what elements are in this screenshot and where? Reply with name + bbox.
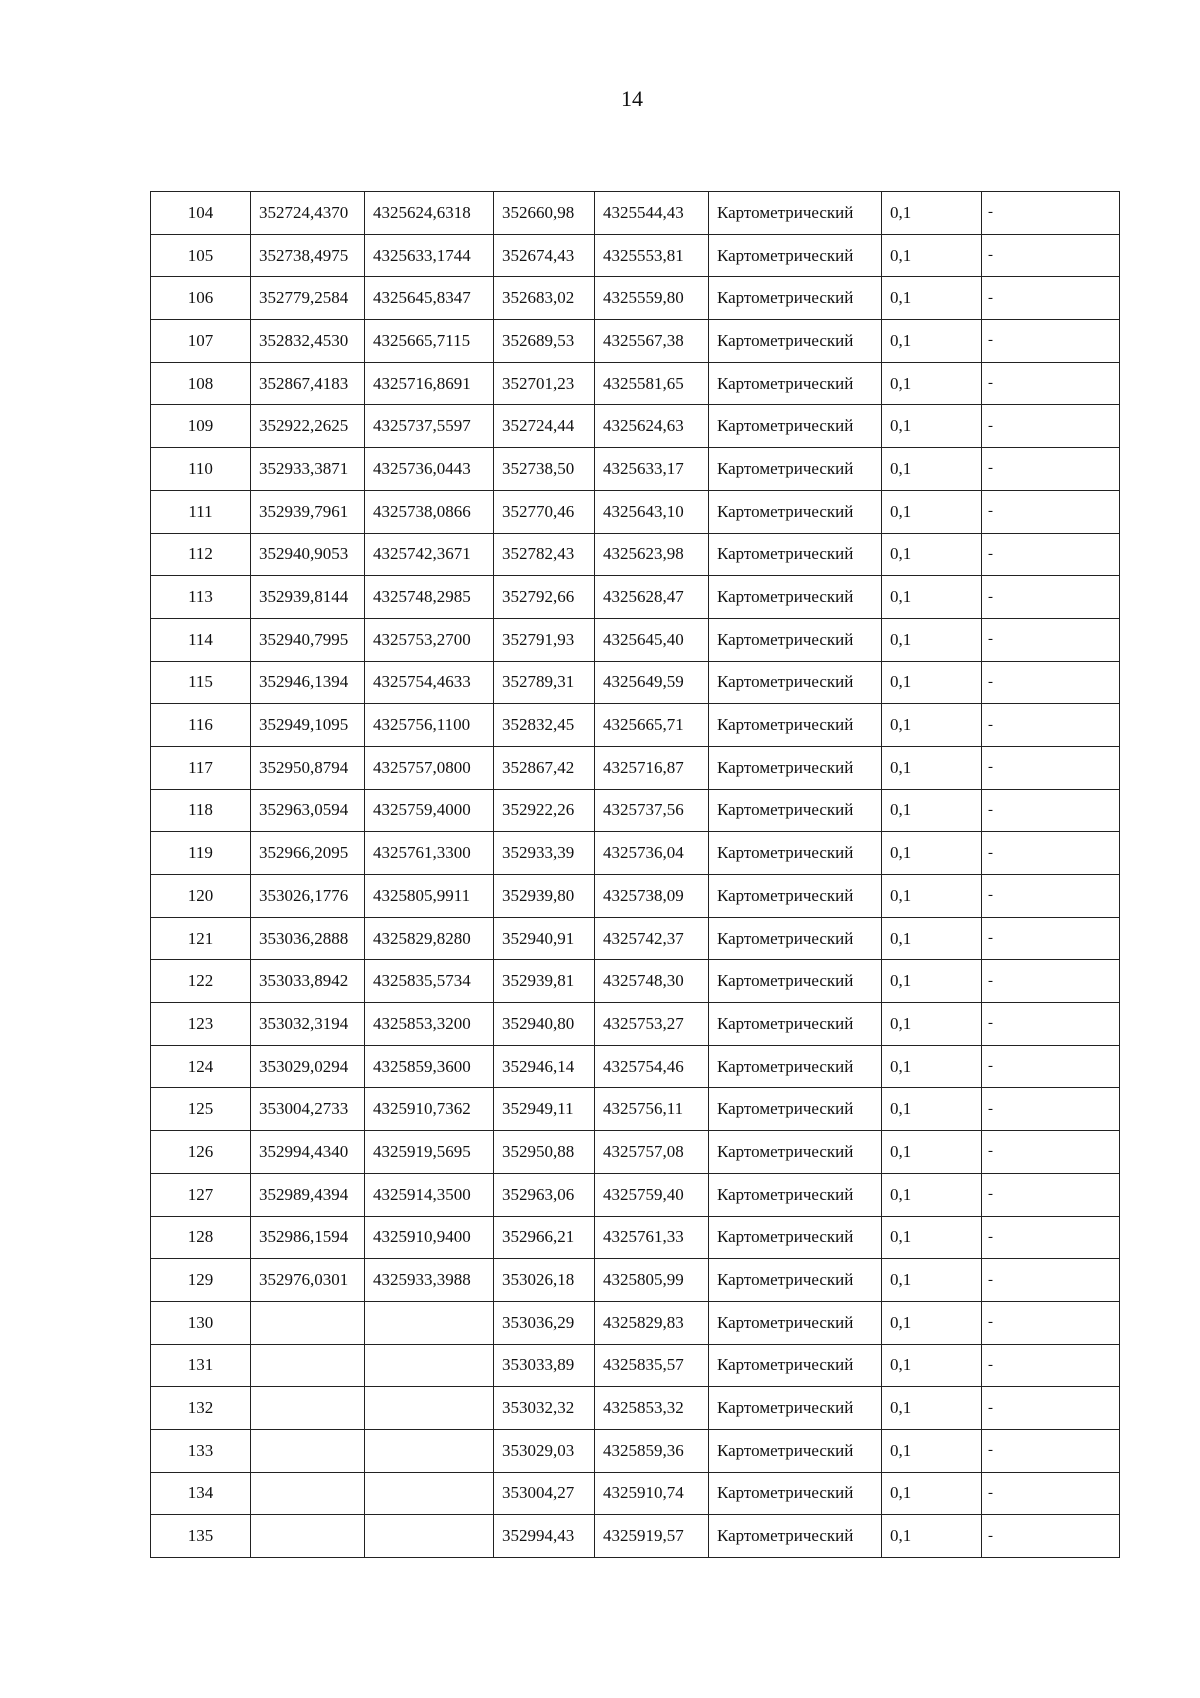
method-cell: Картометрический — [709, 192, 882, 235]
new-y-cell: 4325859,36 — [595, 1429, 709, 1472]
accuracy-cell: 0,1 — [882, 789, 982, 832]
description-cell: - — [982, 405, 1120, 448]
table-row — [151, 1003, 1120, 1046]
point-number-cell: 119 — [151, 832, 251, 875]
point-number-cell: 122 — [151, 960, 251, 1003]
new-x-cell: 352949,11 — [494, 1088, 595, 1131]
description-cell: - — [982, 533, 1120, 576]
new-y-cell: 4325559,80 — [595, 277, 709, 320]
new-y-cell: 4325567,38 — [595, 320, 709, 363]
old-x-cell: 352933,3871 — [251, 448, 365, 491]
old-y-cell: 4325761,3300 — [365, 832, 494, 875]
accuracy-cell: 0,1 — [882, 1173, 982, 1216]
point-number-cell: 130 — [151, 1301, 251, 1344]
accuracy-cell: 0,1 — [882, 832, 982, 875]
old-y-cell — [365, 1515, 494, 1558]
table-row — [151, 1301, 1120, 1344]
description-cell: - — [982, 661, 1120, 704]
table-row — [151, 1045, 1120, 1088]
accuracy-cell: 0,1 — [882, 1515, 982, 1558]
old-x-cell — [251, 1387, 365, 1430]
new-y-cell: 4325716,87 — [595, 746, 709, 789]
description-cell: - — [982, 576, 1120, 619]
table-row — [151, 1515, 1120, 1558]
old-x-cell: 352950,8794 — [251, 746, 365, 789]
method-cell: Картометрический — [709, 1045, 882, 1088]
description-cell: - — [982, 704, 1120, 747]
point-number-cell: 110 — [151, 448, 251, 491]
new-x-cell: 353032,32 — [494, 1387, 595, 1430]
description-cell: - — [982, 618, 1120, 661]
old-x-cell: 352779,2584 — [251, 277, 365, 320]
old-x-cell: 352922,2625 — [251, 405, 365, 448]
description-cell: - — [982, 1301, 1120, 1344]
point-number-cell: 106 — [151, 277, 251, 320]
old-y-cell: 4325753,2700 — [365, 618, 494, 661]
new-y-cell: 4325553,81 — [595, 234, 709, 277]
method-cell: Картометрический — [709, 1131, 882, 1174]
description-cell: - — [982, 1131, 1120, 1174]
old-x-cell — [251, 1472, 365, 1515]
accuracy-cell: 0,1 — [882, 1131, 982, 1174]
new-y-cell: 4325748,30 — [595, 960, 709, 1003]
new-x-cell: 353004,27 — [494, 1472, 595, 1515]
method-cell: Картометрический — [709, 1301, 882, 1344]
new-x-cell: 353033,89 — [494, 1344, 595, 1387]
method-cell: Картометрический — [709, 576, 882, 619]
table-row — [151, 704, 1120, 747]
point-number-cell: 123 — [151, 1003, 251, 1046]
new-x-cell: 352791,93 — [494, 618, 595, 661]
description-cell: - — [982, 1259, 1120, 1302]
description-cell: - — [982, 1429, 1120, 1472]
new-y-cell: 4325853,32 — [595, 1387, 709, 1430]
old-x-cell: 352940,7995 — [251, 618, 365, 661]
accuracy-cell: 0,1 — [882, 405, 982, 448]
old-y-cell — [365, 1387, 494, 1430]
point-number-cell: 134 — [151, 1472, 251, 1515]
method-cell: Картометрический — [709, 704, 882, 747]
table-row — [151, 362, 1120, 405]
new-y-cell: 4325910,74 — [595, 1472, 709, 1515]
old-y-cell: 4325736,0443 — [365, 448, 494, 491]
method-cell: Картометрический — [709, 490, 882, 533]
old-y-cell: 4325919,5695 — [365, 1131, 494, 1174]
method-cell: Картометрический — [709, 1216, 882, 1259]
new-x-cell: 352660,98 — [494, 192, 595, 235]
old-y-cell: 4325754,4633 — [365, 661, 494, 704]
table-row — [151, 1131, 1120, 1174]
old-y-cell: 4325645,8347 — [365, 277, 494, 320]
new-y-cell: 4325757,08 — [595, 1131, 709, 1174]
accuracy-cell: 0,1 — [882, 875, 982, 918]
table-row — [151, 1259, 1120, 1302]
new-x-cell: 352946,14 — [494, 1045, 595, 1088]
table-row — [151, 875, 1120, 918]
description-cell: - — [982, 1515, 1120, 1558]
accuracy-cell: 0,1 — [882, 320, 982, 363]
old-x-cell: 352963,0594 — [251, 789, 365, 832]
point-number-cell: 125 — [151, 1088, 251, 1131]
old-x-cell: 352939,8144 — [251, 576, 365, 619]
new-y-cell: 4325829,83 — [595, 1301, 709, 1344]
accuracy-cell: 0,1 — [882, 1088, 982, 1131]
old-y-cell: 4325737,5597 — [365, 405, 494, 448]
method-cell: Картометрический — [709, 661, 882, 704]
point-number-cell: 118 — [151, 789, 251, 832]
table-row — [151, 1173, 1120, 1216]
new-y-cell: 4325759,40 — [595, 1173, 709, 1216]
old-x-cell: 352989,4394 — [251, 1173, 365, 1216]
table-row — [151, 789, 1120, 832]
method-cell: Картометрический — [709, 1429, 882, 1472]
old-y-cell: 4325633,1744 — [365, 234, 494, 277]
method-cell: Картометрический — [709, 1259, 882, 1302]
point-number-cell: 107 — [151, 320, 251, 363]
new-x-cell: 352940,80 — [494, 1003, 595, 1046]
old-y-cell: 4325805,9911 — [365, 875, 494, 918]
old-y-cell: 4325910,9400 — [365, 1216, 494, 1259]
method-cell: Картометрический — [709, 1003, 882, 1046]
method-cell: Картометрический — [709, 448, 882, 491]
new-y-cell: 4325742,37 — [595, 917, 709, 960]
point-number-cell: 117 — [151, 746, 251, 789]
description-cell: - — [982, 277, 1120, 320]
new-y-cell: 4325649,59 — [595, 661, 709, 704]
point-number-cell: 109 — [151, 405, 251, 448]
old-x-cell: 353004,2733 — [251, 1088, 365, 1131]
accuracy-cell: 0,1 — [882, 362, 982, 405]
new-y-cell: 4325623,98 — [595, 533, 709, 576]
new-x-cell: 352963,06 — [494, 1173, 595, 1216]
point-number-cell: 105 — [151, 234, 251, 277]
old-x-cell: 353032,3194 — [251, 1003, 365, 1046]
new-x-cell: 353026,18 — [494, 1259, 595, 1302]
method-cell: Картометрический — [709, 1387, 882, 1430]
accuracy-cell: 0,1 — [882, 704, 982, 747]
old-y-cell: 4325853,3200 — [365, 1003, 494, 1046]
new-x-cell: 352724,44 — [494, 405, 595, 448]
accuracy-cell: 0,1 — [882, 1429, 982, 1472]
point-number-cell: 133 — [151, 1429, 251, 1472]
old-x-cell: 352986,1594 — [251, 1216, 365, 1259]
method-cell: Картометрический — [709, 875, 882, 918]
new-x-cell: 352832,45 — [494, 704, 595, 747]
accuracy-cell: 0,1 — [882, 1216, 982, 1259]
old-y-cell — [365, 1472, 494, 1515]
method-cell: Картометрический — [709, 277, 882, 320]
old-y-cell: 4325759,4000 — [365, 789, 494, 832]
accuracy-cell: 0,1 — [882, 1387, 982, 1430]
new-x-cell: 352994,43 — [494, 1515, 595, 1558]
new-x-cell: 352867,42 — [494, 746, 595, 789]
old-y-cell: 4325757,0800 — [365, 746, 494, 789]
new-y-cell: 4325628,47 — [595, 576, 709, 619]
method-cell: Картометрический — [709, 1515, 882, 1558]
new-y-cell: 4325756,11 — [595, 1088, 709, 1131]
point-number-cell: 112 — [151, 533, 251, 576]
new-x-cell: 352966,21 — [494, 1216, 595, 1259]
point-number-cell: 116 — [151, 704, 251, 747]
table-row — [151, 917, 1120, 960]
old-x-cell: 352724,4370 — [251, 192, 365, 235]
new-x-cell: 352689,53 — [494, 320, 595, 363]
accuracy-cell: 0,1 — [882, 448, 982, 491]
description-cell: - — [982, 1216, 1120, 1259]
table-row — [151, 746, 1120, 789]
accuracy-cell: 0,1 — [882, 234, 982, 277]
description-cell: - — [982, 875, 1120, 918]
table-row — [151, 618, 1120, 661]
point-number-cell: 127 — [151, 1173, 251, 1216]
old-y-cell: 4325835,5734 — [365, 960, 494, 1003]
description-cell: - — [982, 1344, 1120, 1387]
table-row — [151, 960, 1120, 1003]
method-cell: Картометрический — [709, 618, 882, 661]
old-y-cell — [365, 1429, 494, 1472]
new-x-cell: 352701,23 — [494, 362, 595, 405]
new-y-cell: 4325835,57 — [595, 1344, 709, 1387]
new-x-cell: 352939,81 — [494, 960, 595, 1003]
new-x-cell: 352738,50 — [494, 448, 595, 491]
point-number-cell: 114 — [151, 618, 251, 661]
old-x-cell: 353033,8942 — [251, 960, 365, 1003]
accuracy-cell: 0,1 — [882, 1301, 982, 1344]
table-row — [151, 832, 1120, 875]
old-x-cell — [251, 1429, 365, 1472]
point-number-cell: 128 — [151, 1216, 251, 1259]
old-y-cell: 4325829,8280 — [365, 917, 494, 960]
new-x-cell: 352770,46 — [494, 490, 595, 533]
description-cell: - — [982, 1472, 1120, 1515]
old-y-cell: 4325738,0866 — [365, 490, 494, 533]
new-x-cell: 352950,88 — [494, 1131, 595, 1174]
old-x-cell — [251, 1344, 365, 1387]
new-y-cell: 4325581,65 — [595, 362, 709, 405]
old-y-cell — [365, 1301, 494, 1344]
point-number-cell: 131 — [151, 1344, 251, 1387]
new-y-cell: 4325736,04 — [595, 832, 709, 875]
new-x-cell: 353036,29 — [494, 1301, 595, 1344]
description-cell: - — [982, 234, 1120, 277]
table-row — [151, 405, 1120, 448]
old-x-cell: 352966,2095 — [251, 832, 365, 875]
table-row — [151, 1429, 1120, 1472]
description-cell: - — [982, 1088, 1120, 1131]
new-y-cell: 4325643,10 — [595, 490, 709, 533]
method-cell: Картометрический — [709, 1088, 882, 1131]
old-x-cell: 352940,9053 — [251, 533, 365, 576]
table-row — [151, 448, 1120, 491]
new-x-cell: 352933,39 — [494, 832, 595, 875]
new-x-cell: 352940,91 — [494, 917, 595, 960]
accuracy-cell: 0,1 — [882, 917, 982, 960]
old-y-cell: 4325910,7362 — [365, 1088, 494, 1131]
old-x-cell: 352976,0301 — [251, 1259, 365, 1302]
old-x-cell: 352867,4183 — [251, 362, 365, 405]
table-row — [151, 1088, 1120, 1131]
table-row — [151, 576, 1120, 619]
point-number-cell: 113 — [151, 576, 251, 619]
new-x-cell: 353029,03 — [494, 1429, 595, 1472]
description-cell: - — [982, 192, 1120, 235]
new-y-cell: 4325737,56 — [595, 789, 709, 832]
old-y-cell: 4325624,6318 — [365, 192, 494, 235]
old-y-cell — [365, 1344, 494, 1387]
accuracy-cell: 0,1 — [882, 277, 982, 320]
description-cell: - — [982, 1003, 1120, 1046]
new-x-cell: 352674,43 — [494, 234, 595, 277]
old-y-cell: 4325914,3500 — [365, 1173, 494, 1216]
description-cell: - — [982, 917, 1120, 960]
accuracy-cell: 0,1 — [882, 1259, 982, 1302]
table-row — [151, 1216, 1120, 1259]
old-y-cell: 4325933,3988 — [365, 1259, 494, 1302]
old-y-cell: 4325748,2985 — [365, 576, 494, 619]
new-x-cell: 352922,26 — [494, 789, 595, 832]
accuracy-cell: 0,1 — [882, 533, 982, 576]
new-y-cell: 4325738,09 — [595, 875, 709, 918]
new-x-cell: 352782,43 — [494, 533, 595, 576]
table-row — [151, 320, 1120, 363]
old-x-cell — [251, 1515, 365, 1558]
new-x-cell: 352789,31 — [494, 661, 595, 704]
accuracy-cell: 0,1 — [882, 490, 982, 533]
new-y-cell: 4325761,33 — [595, 1216, 709, 1259]
new-y-cell: 4325753,27 — [595, 1003, 709, 1046]
old-x-cell: 352939,7961 — [251, 490, 365, 533]
old-x-cell: 352946,1394 — [251, 661, 365, 704]
description-cell: - — [982, 320, 1120, 363]
old-y-cell: 4325859,3600 — [365, 1045, 494, 1088]
page-number: 14 — [621, 86, 643, 111]
table-row — [151, 277, 1120, 320]
method-cell: Картометрический — [709, 320, 882, 363]
point-number-cell: 126 — [151, 1131, 251, 1174]
accuracy-cell: 0,1 — [882, 618, 982, 661]
new-y-cell: 4325645,40 — [595, 618, 709, 661]
point-number-cell: 120 — [151, 875, 251, 918]
old-x-cell: 353026,1776 — [251, 875, 365, 918]
new-y-cell: 4325665,71 — [595, 704, 709, 747]
method-cell: Картометрический — [709, 362, 882, 405]
old-y-cell: 4325742,3671 — [365, 533, 494, 576]
method-cell: Картометрический — [709, 1472, 882, 1515]
new-y-cell: 4325754,46 — [595, 1045, 709, 1088]
description-cell: - — [982, 960, 1120, 1003]
point-number-cell: 104 — [151, 192, 251, 235]
new-y-cell: 4325919,57 — [595, 1515, 709, 1558]
accuracy-cell: 0,1 — [882, 192, 982, 235]
description-cell: - — [982, 448, 1120, 491]
description-cell: - — [982, 1387, 1120, 1430]
new-x-cell: 352939,80 — [494, 875, 595, 918]
description-cell: - — [982, 746, 1120, 789]
old-x-cell: 352832,4530 — [251, 320, 365, 363]
table-row — [151, 490, 1120, 533]
old-x-cell: 353029,0294 — [251, 1045, 365, 1088]
method-cell: Картометрический — [709, 746, 882, 789]
new-y-cell: 4325633,17 — [595, 448, 709, 491]
old-y-cell: 4325756,1100 — [365, 704, 494, 747]
table-row — [151, 234, 1120, 277]
accuracy-cell: 0,1 — [882, 1344, 982, 1387]
point-number-cell: 124 — [151, 1045, 251, 1088]
point-number-cell: 129 — [151, 1259, 251, 1302]
point-number-cell: 121 — [151, 917, 251, 960]
point-number-cell: 132 — [151, 1387, 251, 1430]
table-row — [151, 1472, 1120, 1515]
table-row — [151, 533, 1120, 576]
description-cell: - — [982, 789, 1120, 832]
accuracy-cell: 0,1 — [882, 576, 982, 619]
description-cell: - — [982, 490, 1120, 533]
table-row — [151, 661, 1120, 704]
table-row — [151, 1387, 1120, 1430]
description-cell: - — [982, 832, 1120, 875]
point-number-cell: 111 — [151, 490, 251, 533]
accuracy-cell: 0,1 — [882, 960, 982, 1003]
coordinates-table — [150, 191, 1120, 1558]
new-y-cell: 4325544,43 — [595, 192, 709, 235]
accuracy-cell: 0,1 — [882, 1472, 982, 1515]
accuracy-cell: 0,1 — [882, 1045, 982, 1088]
old-x-cell: 352738,4975 — [251, 234, 365, 277]
method-cell: Картометрический — [709, 533, 882, 576]
accuracy-cell: 0,1 — [882, 1003, 982, 1046]
new-y-cell: 4325624,63 — [595, 405, 709, 448]
method-cell: Картометрический — [709, 917, 882, 960]
accuracy-cell: 0,1 — [882, 661, 982, 704]
description-cell: - — [982, 1045, 1120, 1088]
new-x-cell: 352792,66 — [494, 576, 595, 619]
method-cell: Картометрический — [709, 832, 882, 875]
old-x-cell: 352994,4340 — [251, 1131, 365, 1174]
point-number-cell: 115 — [151, 661, 251, 704]
method-cell: Картометрический — [709, 1173, 882, 1216]
table-row — [151, 1344, 1120, 1387]
point-number-cell: 108 — [151, 362, 251, 405]
old-x-cell: 353036,2888 — [251, 917, 365, 960]
description-cell: - — [982, 362, 1120, 405]
method-cell: Картометрический — [709, 960, 882, 1003]
old-x-cell: 352949,1095 — [251, 704, 365, 747]
old-y-cell: 4325716,8691 — [365, 362, 494, 405]
table-body — [151, 192, 1120, 1558]
method-cell: Картометрический — [709, 1344, 882, 1387]
new-y-cell: 4325805,99 — [595, 1259, 709, 1302]
accuracy-cell: 0,1 — [882, 746, 982, 789]
old-x-cell — [251, 1301, 365, 1344]
point-number-cell: 135 — [151, 1515, 251, 1558]
method-cell: Картометрический — [709, 789, 882, 832]
new-x-cell: 352683,02 — [494, 277, 595, 320]
old-y-cell: 4325665,7115 — [365, 320, 494, 363]
method-cell: Картометрический — [709, 405, 882, 448]
table-row — [151, 192, 1120, 235]
method-cell: Картометрический — [709, 234, 882, 277]
description-cell: - — [982, 1173, 1120, 1216]
